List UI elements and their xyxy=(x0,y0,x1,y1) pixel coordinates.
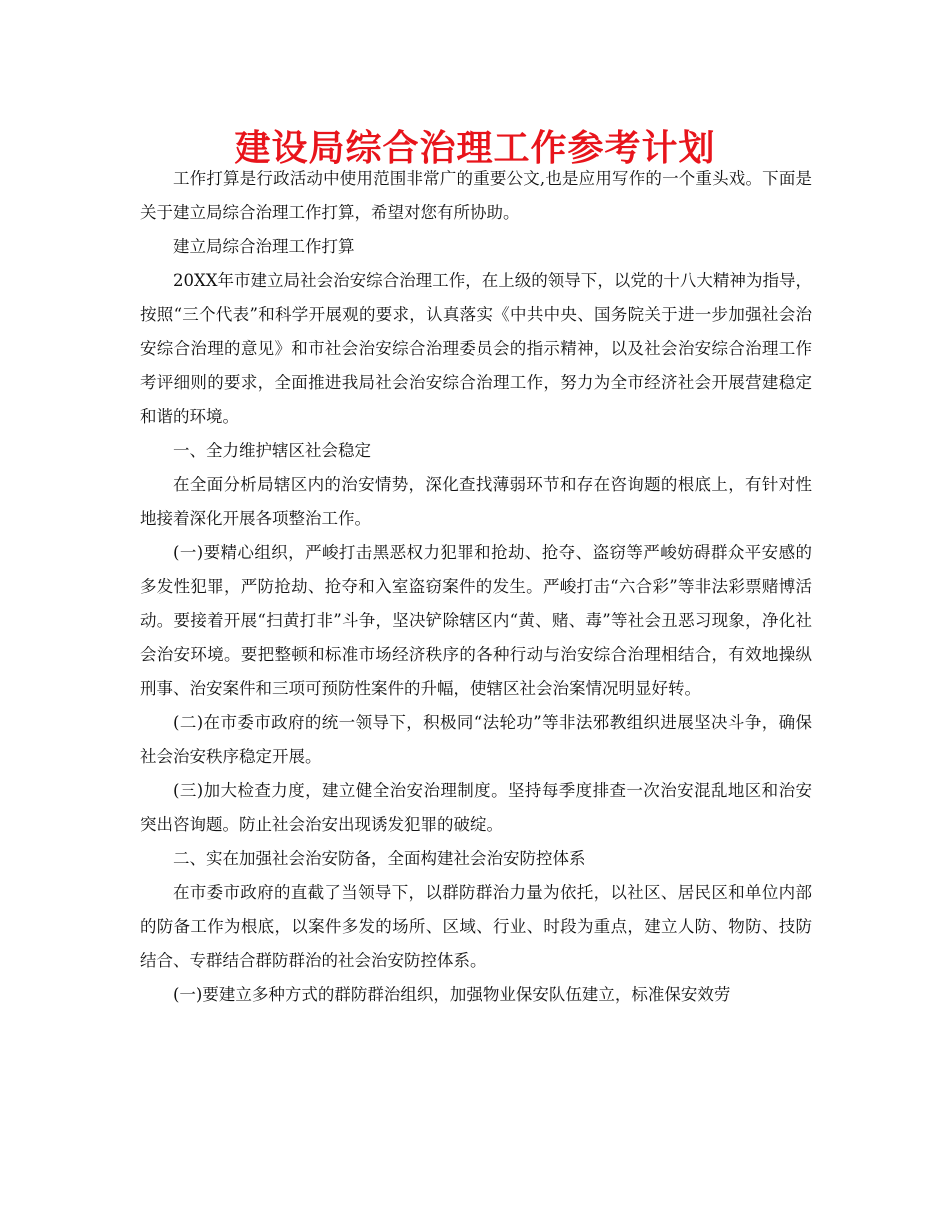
paragraph-section-1-item-2: (二)在市委市政府的统一领导下，积极同“法轮功”等非法邪教组织进展坚决斗争，确保社会治安秩序稳定开展。 xyxy=(140,713,812,766)
paragraph-section-1-item-3: (三)加大检查力度，建立健全治安治理制度。坚持每季度排查一次治安混乱地区和治安突出咨询题。防止社会治安出现诱发犯罪的破绽。 xyxy=(140,781,812,834)
document-title: 建设局综合治理工作参考计划 xyxy=(234,128,716,169)
section-heading-1: 一、全力维护辖区社会稳定 xyxy=(173,441,371,460)
paragraph-intro: 工作打算是行政活动中使用范围非常广的重要公文,也是应用写作的一个重头戏。下面是关于建立局综合治理工作打算，希望对您有所协助。 xyxy=(140,169,812,222)
paragraph-section-1-item-1: (一)要精心组织，严峻打击黑恶权力犯罪和抢劫、抢夺、盗窃等严峻妨碍群众平安感的多发性犯罪，严防抢劫、抢夺和入室盗窃案件的发生。严峻打击“六合彩”等非法彩票赌博活动。要接着开展“扫黄打非”斗争，坚决铲除辖区内“黄、赌、毒”等社会丑恶习现象，净化社会治安环境。要把整顿和标准市场经济秩序的各种行动与治安综合治理相结合，有效地操纵刑事、治安案件和三项可预防性案件的升幅，使辖区社会治案情况明显好转。 xyxy=(140,543,812,698)
paragraph-section-2-item-1: (一)要建立多种方式的群防群治组织，加强物业保安队伍建立，标准保安效劳 xyxy=(173,985,731,1004)
paragraph-overview: 20XX年市建立局社会治安综合治理工作，在上级的领导下，以党的十八大精神为指导，按照“三个代表”和科学开展观的要求，认真落实《中共中央、国务院关于进一步加强社会治安综合治理的意见》和市社会治安综合治理委员会的指示精神，以及社会治安综合治理工作考评细则的要求，全面推进我局社会治安综合治理工作，努力为全市经济社会开展营建稳定和谐的环境。 xyxy=(140,271,812,426)
paragraph-subtitle: 建立局综合治理工作打算 xyxy=(173,237,355,256)
document-body xyxy=(140,162,812,1012)
paragraph-section-2-intro: 在市委市政府的直截了当领导下，以群防群治力量为依托，以社区、居民区和单位内部的防备工作为根底，以案件多发的场所、区域、行业、时段为重点，建立人防、物防、技防结合、专群结合群防群治的社会治安防控体系。 xyxy=(140,883,812,970)
paragraph-section-1-intro: 在全面分析局辖区内的治安情势，深化查找薄弱环节和存在咨询题的根底上，有针对性地接着深化开展各项整治工作。 xyxy=(140,475,812,528)
section-heading-2: 二、实在加强社会治安防备，全面构建社会治安防控体系 xyxy=(173,849,586,868)
